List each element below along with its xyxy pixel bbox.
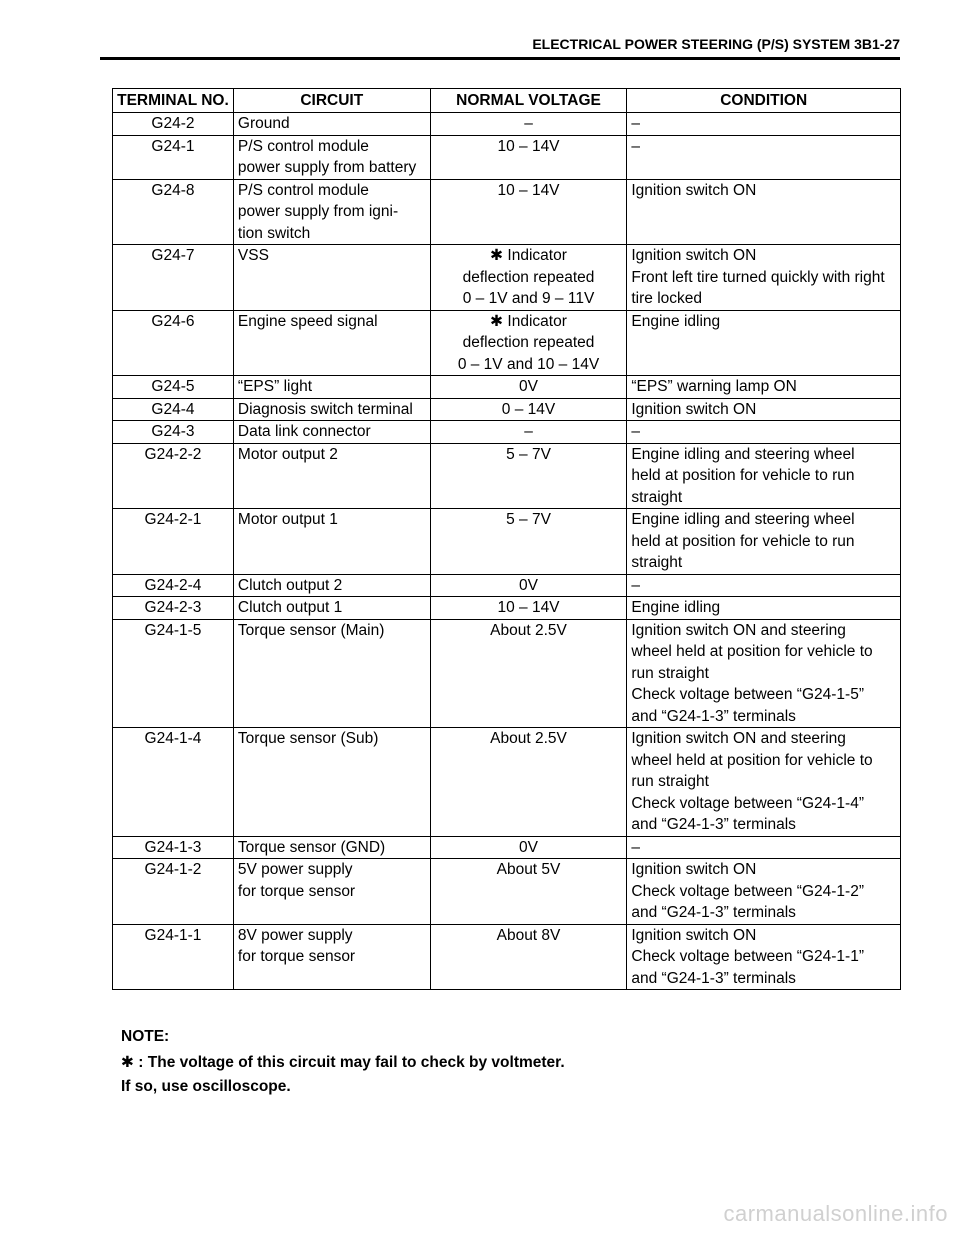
circuit-line: Diagnosis switch terminal — [237, 400, 413, 418]
header-title: ELECTRICAL POWER STEERING (P/S) SYSTEM 3B1-27 — [532, 36, 900, 52]
condition-line: Ignition switch ON and steering — [631, 730, 846, 747]
condition-line: and “G24-1-3” terminals — [631, 707, 796, 725]
voltage-line: 0 – 1V and 9 – 11V — [462, 290, 595, 307]
cell-voltage — [430, 421, 627, 444]
table-row — [113, 421, 901, 444]
condition-line: Check voltage between “G24-1-1” — [631, 948, 864, 965]
circuit-line: for torque sensor — [237, 882, 356, 900]
column-header-voltage: NORMAL VOLTAGE — [430, 89, 627, 113]
circuit-line: Clutch output 1 — [237, 599, 343, 616]
voltage-line: – — [524, 115, 533, 132]
cell-voltage — [430, 728, 627, 837]
circuit-line: Motor output 1 — [237, 511, 338, 528]
cell-voltage — [430, 398, 627, 421]
voltage-line: deflection repeated — [462, 268, 595, 286]
condition-line: Ignition switch ON — [631, 926, 757, 944]
cell-voltage — [430, 376, 627, 399]
table-row — [113, 113, 901, 136]
cell-terminal: G24-1-2 — [113, 859, 234, 925]
condition-line: – — [631, 423, 640, 440]
table-row — [113, 245, 901, 311]
condition-line: Front left tire turned quickly with right — [631, 268, 885, 286]
cell-condition — [627, 509, 901, 575]
circuit-line: Engine speed signal — [237, 312, 378, 330]
circuit-line: Torque sensor (Sub) — [237, 730, 379, 747]
cell-condition — [627, 574, 901, 597]
cell-terminal: G24-1-1 — [113, 924, 234, 990]
condition-line: Check voltage between “G24-1-4” — [631, 794, 864, 812]
note-line-1: ✱ : The voltage of this circuit may fail to check by voltmeter. — [121, 1054, 565, 1071]
condition-line: Ignition switch ON — [631, 247, 757, 264]
voltage-line: – — [524, 423, 533, 440]
condition-line: – — [631, 137, 640, 155]
cell-circuit — [233, 135, 430, 179]
cell-condition — [627, 597, 901, 620]
cell-circuit — [233, 859, 430, 925]
cell-condition — [627, 179, 901, 245]
cell-condition — [627, 398, 901, 421]
cell-condition — [627, 924, 901, 990]
cell-terminal: G24-7 — [113, 245, 234, 311]
condition-line: Ignition switch ON and steering — [631, 621, 846, 639]
circuit-line: Torque sensor (Main) — [237, 621, 385, 639]
cell-condition — [627, 443, 901, 509]
condition-line: run straight — [631, 773, 709, 790]
cell-terminal: G24-1 — [113, 135, 234, 179]
circuit-line: “EPS” light — [237, 378, 313, 395]
table-row — [113, 597, 901, 620]
table-row — [113, 179, 901, 245]
note-block — [121, 1024, 565, 1098]
cell-circuit — [233, 443, 430, 509]
cell-terminal: G24-2-3 — [113, 597, 234, 620]
condition-line: Check voltage between “G24-1-2” — [631, 882, 864, 900]
condition-line: wheel held at position for vehicle to — [631, 751, 873, 769]
voltage-line: 10 – 14V — [497, 137, 560, 155]
cell-voltage — [430, 245, 627, 311]
cell-circuit — [233, 179, 430, 245]
circuit-line: power supply from battery — [237, 159, 417, 176]
cell-terminal: G24-2-4 — [113, 574, 234, 597]
condition-line: and “G24-1-3” terminals — [631, 904, 796, 921]
condition-line: held at position for vehicle to run — [631, 467, 855, 484]
circuit-line: Clutch output 2 — [237, 576, 343, 594]
table-row — [113, 924, 901, 990]
voltage-line: About 2.5V — [490, 730, 567, 747]
note-line-2: If so, use oscilloscope. — [121, 1078, 291, 1095]
cell-circuit — [233, 728, 430, 837]
cell-terminal: G24-1-5 — [113, 619, 234, 728]
cell-terminal: G24-2-2 — [113, 443, 234, 509]
cell-voltage — [430, 113, 627, 136]
condition-line: “EPS” warning lamp ON — [631, 378, 797, 395]
circuit-line: 8V power supply — [237, 926, 353, 944]
cell-voltage — [430, 619, 627, 728]
table-row — [113, 619, 901, 728]
condition-line: Engine idling — [631, 599, 721, 616]
cell-terminal: G24-4 — [113, 398, 234, 421]
condition-line: Engine idling and steering wheel — [631, 511, 855, 528]
cell-condition — [627, 836, 901, 859]
cell-circuit — [233, 310, 430, 376]
cell-voltage — [430, 179, 627, 245]
condition-line: and “G24-1-3” terminals — [631, 969, 796, 987]
cell-condition — [627, 728, 901, 837]
cell-circuit — [233, 398, 430, 421]
cell-circuit — [233, 597, 430, 620]
circuit-line: Ground — [237, 115, 290, 132]
condition-line: tire locked — [631, 290, 703, 307]
cell-voltage — [430, 597, 627, 620]
cell-voltage — [430, 859, 627, 925]
condition-line: held at position for vehicle to run — [631, 532, 855, 550]
cell-voltage — [430, 310, 627, 376]
condition-line: Check voltage between “G24-1-5” — [631, 686, 864, 703]
condition-line: wheel held at position for vehicle to — [631, 643, 873, 660]
cell-voltage — [430, 443, 627, 509]
condition-line: – — [631, 115, 640, 132]
condition-line: straight — [631, 488, 683, 506]
circuit-line: 5V power supply — [237, 861, 353, 878]
circuit-line: VSS — [237, 247, 269, 264]
page-header — [100, 36, 900, 60]
circuit-line: Motor output 2 — [237, 445, 338, 463]
circuit-line: Torque sensor (GND) — [237, 838, 386, 856]
column-header-terminal: TERMINAL NO. — [113, 89, 234, 113]
condition-line: straight — [631, 554, 683, 571]
condition-line: and “G24-1-3” terminals — [631, 816, 796, 833]
cell-circuit — [233, 924, 430, 990]
voltage-line: 0 – 1V and 10 – 14V — [457, 355, 600, 373]
cell-terminal: G24-5 — [113, 376, 234, 399]
table-body — [113, 113, 901, 990]
table-header-row — [113, 89, 901, 113]
cell-terminal: G24-8 — [113, 179, 234, 245]
cell-condition — [627, 421, 901, 444]
cell-circuit — [233, 836, 430, 859]
condition-line: – — [631, 576, 640, 594]
condition-line: Ignition switch ON — [631, 400, 757, 418]
cell-voltage — [430, 924, 627, 990]
cell-condition — [627, 245, 901, 311]
table-row — [113, 859, 901, 925]
cell-condition — [627, 113, 901, 136]
voltage-line: 5 – 7V — [506, 511, 551, 528]
cell-terminal: G24-2 — [113, 113, 234, 136]
cell-terminal: G24-6 — [113, 310, 234, 376]
circuit-line: P/S control module — [237, 137, 369, 155]
circuit-line: power supply from igni- — [237, 203, 399, 220]
condition-line: Engine idling — [631, 312, 721, 330]
cell-terminal: G24-2-1 — [113, 509, 234, 575]
cell-condition — [627, 619, 901, 728]
cell-circuit — [233, 376, 430, 399]
circuit-line: for torque sensor — [237, 948, 356, 965]
circuit-line: P/S control module — [237, 181, 369, 199]
cell-circuit — [233, 574, 430, 597]
voltage-line: ✱ Indicator — [490, 312, 567, 330]
table-row — [113, 509, 901, 575]
table-row — [113, 135, 901, 179]
terminal-voltage-table — [112, 88, 901, 990]
voltage-line: ✱ Indicator — [490, 247, 567, 264]
table-row — [113, 398, 901, 421]
table-row — [113, 574, 901, 597]
column-header-circuit: CIRCUIT — [233, 89, 430, 113]
watermark: carmanualsonline.info — [723, 1201, 948, 1226]
circuit-line: tion switch — [237, 224, 311, 242]
voltage-line: About 2.5V — [490, 621, 567, 639]
voltage-line: 0V — [519, 576, 538, 594]
voltage-line: 0V — [519, 378, 538, 395]
cell-terminal: G24-3 — [113, 421, 234, 444]
condition-line: Engine idling and steering wheel — [631, 445, 855, 463]
voltage-line: 0 – 14V — [501, 400, 556, 418]
condition-line: – — [631, 838, 640, 856]
cell-voltage — [430, 509, 627, 575]
cell-voltage — [430, 836, 627, 859]
voltage-line: deflection repeated — [462, 334, 595, 351]
condition-line: run straight — [631, 664, 709, 682]
voltage-line: About 8V — [496, 926, 561, 944]
voltage-line: 10 – 14V — [497, 599, 560, 616]
cell-terminal: G24-1-3 — [113, 836, 234, 859]
voltage-line: About 5V — [496, 861, 561, 878]
cell-condition — [627, 376, 901, 399]
voltage-line: 10 – 14V — [497, 181, 560, 199]
cell-condition — [627, 859, 901, 925]
cell-terminal: G24-1-4 — [113, 728, 234, 837]
table-row — [113, 376, 901, 399]
voltage-line: 5 – 7V — [506, 445, 551, 463]
cell-circuit — [233, 619, 430, 728]
voltage-line: 0V — [519, 838, 538, 856]
cell-condition — [627, 310, 901, 376]
cell-condition — [627, 135, 901, 179]
table-row — [113, 443, 901, 509]
cell-voltage — [430, 574, 627, 597]
column-header-condition: CONDITION — [627, 89, 901, 113]
condition-line: Ignition switch ON — [631, 181, 757, 199]
table-row — [113, 310, 901, 376]
condition-line: Ignition switch ON — [631, 861, 757, 878]
cell-circuit — [233, 421, 430, 444]
table-row — [113, 836, 901, 859]
table-row — [113, 728, 901, 837]
note-title: NOTE: — [121, 1028, 170, 1045]
cell-voltage — [430, 135, 627, 179]
cell-circuit — [233, 509, 430, 575]
cell-circuit — [233, 113, 430, 136]
circuit-line: Data link connector — [237, 423, 371, 440]
cell-circuit — [233, 245, 430, 311]
